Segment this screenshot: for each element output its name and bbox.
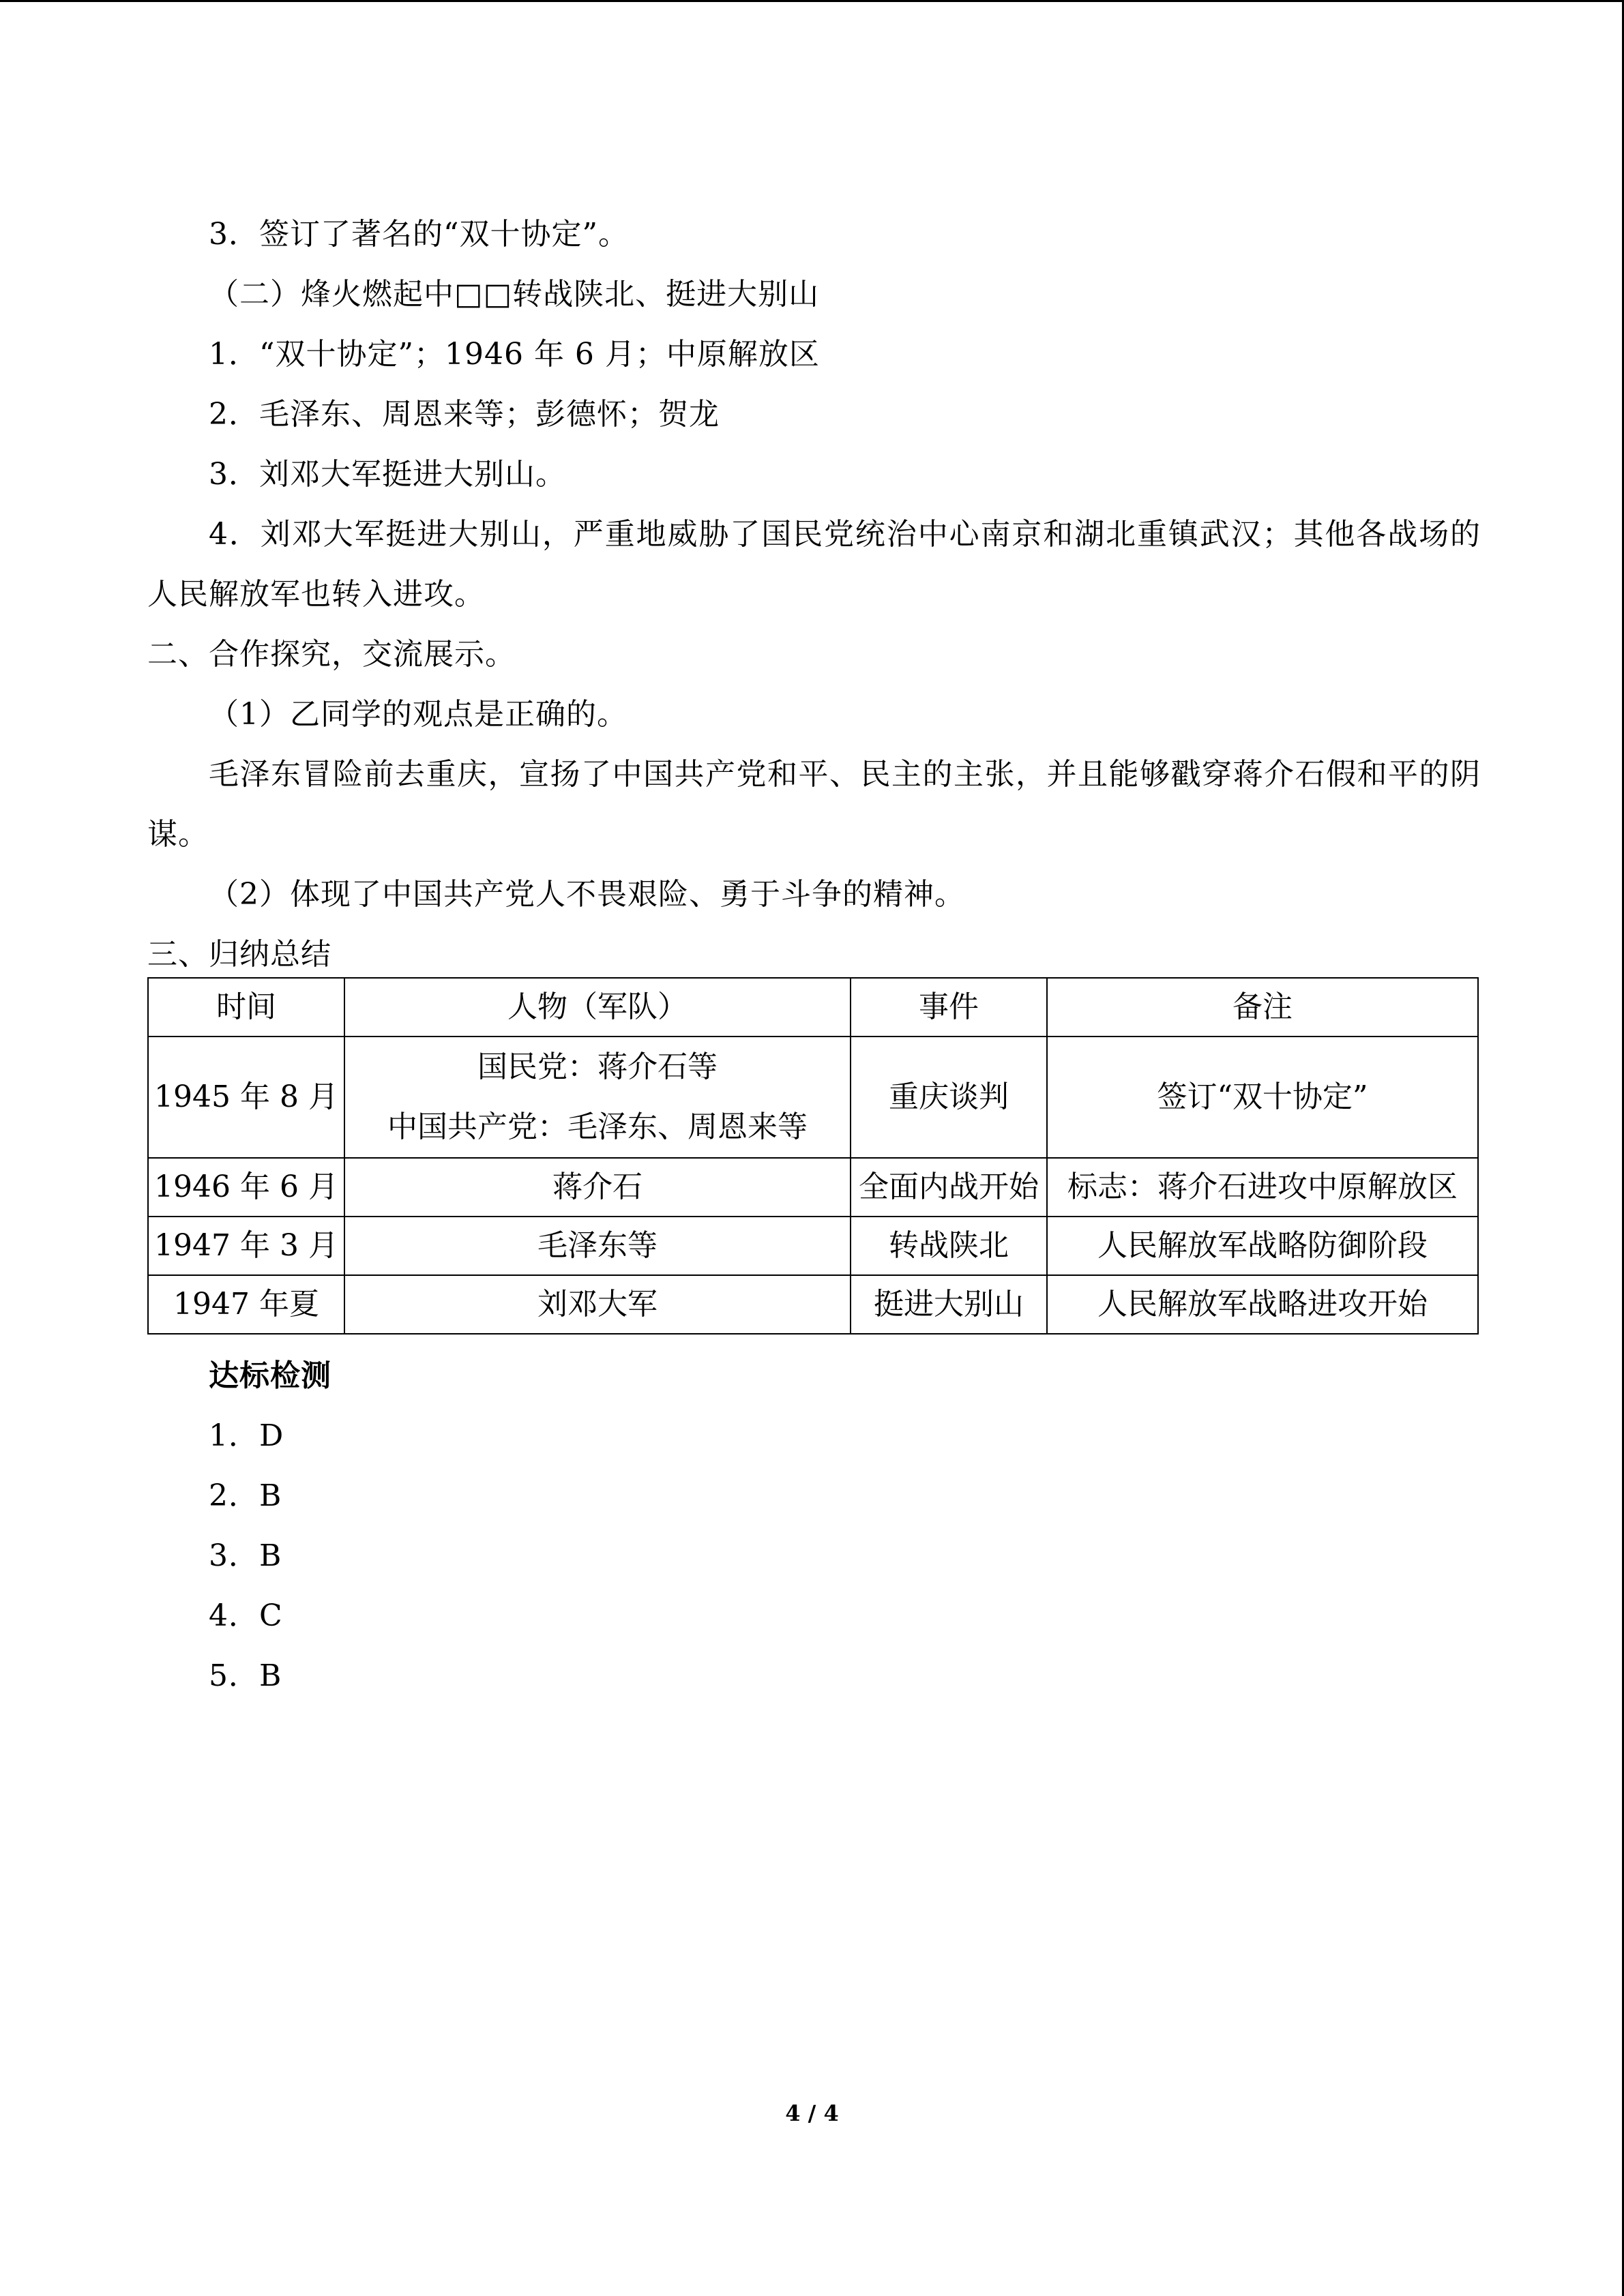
table-cell-time: 1946 年 6 月 <box>148 1158 344 1217</box>
paragraph: （2）体现了中国共产党人不畏艰险、勇于斗争的精神。 <box>209 877 965 912</box>
answer-item: 3．B <box>209 1538 282 1573</box>
table-cell-note: 人民解放军战略防御阶段 <box>1047 1217 1478 1275</box>
answer-item: 2．B <box>209 1478 282 1513</box>
list-item: 3．刘邓大军挺进大别山。 <box>209 457 566 492</box>
section-heading: 三、归纳总结 <box>147 937 331 972</box>
page-number: 4 / 4 <box>785 2100 839 2126</box>
section-heading: 二、合作探究，交流展示。 <box>147 637 516 672</box>
paragraph: （1）乙同学的观点是正确的。 <box>209 697 628 732</box>
table-cell-person: 毛泽东等 <box>344 1217 851 1275</box>
subsection-heading: （二）烽火燃起中□□转战陕北、挺进大别山 <box>209 277 820 312</box>
list-item: 1．“双十协定”；1946 年 6 月；中原解放区 <box>209 337 820 372</box>
table-cell-note: 签订“双十协定” <box>1047 1037 1478 1158</box>
table-cell-note: 人民解放军战略进攻开始 <box>1047 1275 1478 1334</box>
table-cell-event: 挺进大别山 <box>851 1275 1047 1334</box>
assessment-heading: 达标检测 <box>209 1358 331 1393</box>
table-cell-time: 1945 年 8 月 <box>148 1037 344 1158</box>
table-header-cell: 时间 <box>148 978 344 1037</box>
table-row <box>148 1217 1478 1275</box>
person-line: 国民党：蒋介石等 <box>477 1049 718 1084</box>
item-3-shuangshi: 3．签订了著名的“双十协定”。 <box>209 217 629 252</box>
table-cell-event: 全面内战开始 <box>851 1158 1047 1217</box>
answer-item: 4．C <box>209 1598 283 1633</box>
person-line: 中国共产党：毛泽东、周恩来等 <box>387 1109 808 1144</box>
table-header-cell: 人物（军队） <box>344 978 851 1037</box>
list-item-wrapped: 4．刘邓大军挺进大别山，严重地威胁了国民党统治中心南京和湖北重镇武汉；其他各战场的人民解放军也转入进攻。 <box>147 517 1481 612</box>
table-row <box>148 1158 1478 1217</box>
table-cell-person: 蒋介石 <box>344 1158 851 1217</box>
table-row <box>148 1037 1478 1158</box>
table-row <box>148 1275 1478 1334</box>
table-cell-event: 重庆谈判 <box>851 1037 1047 1158</box>
table-header-cell: 事件 <box>851 978 1047 1037</box>
table-cell-time: 1947 年夏 <box>148 1275 344 1334</box>
paragraph-wrapped: 毛泽东冒险前去重庆，宣扬了中国共产党和平、民主的主张，并且能够戳穿蒋介石假和平的阴谋。 <box>147 757 1481 852</box>
table-cell-note: 标志：蒋介石进攻中原解放区 <box>1047 1158 1478 1217</box>
table-cell-person <box>344 1037 851 1158</box>
answer-item: 1．D <box>209 1418 284 1453</box>
table-header-row <box>148 978 1478 1037</box>
table-cell-event: 转战陕北 <box>851 1217 1047 1275</box>
summary-table <box>147 977 1479 1335</box>
answer-item: 5．B <box>209 1658 282 1693</box>
table-cell-time: 1947 年 3 月 <box>148 1217 344 1275</box>
table-header-cell: 备注 <box>1047 978 1478 1037</box>
list-item: 2．毛泽东、周恩来等；彭德怀；贺龙 <box>209 397 720 432</box>
table-cell-person: 刘邓大军 <box>344 1275 851 1334</box>
